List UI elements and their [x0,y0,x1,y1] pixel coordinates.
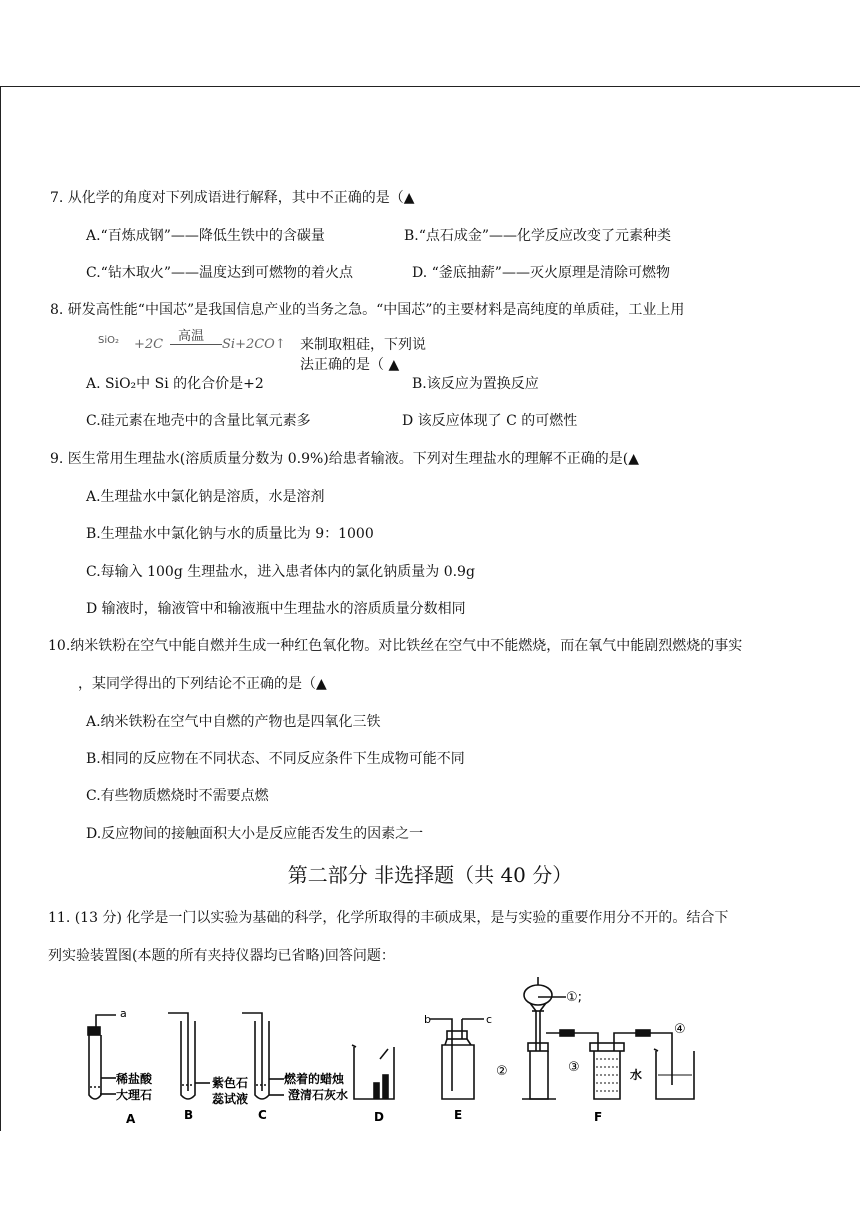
apparatus-a [88,1015,116,1099]
caption-b: B [184,1108,194,1122]
apparatus-b [168,1013,210,1099]
caption-c: C [258,1108,267,1122]
section-heading: 第二部分 非选择题（共 40 分） [287,863,573,887]
caption-f: F [594,1110,603,1124]
q9-option-a: A.生理盐水中氯化钠是溶质，水是溶剂 [86,489,325,505]
label-b: b [424,1013,431,1026]
q7-option-d: D. “釜底抽薪”——灭火原理是清除可燃物 [412,265,670,281]
label-a: a [120,1007,127,1020]
caption-a: A [126,1112,136,1126]
eq-reactant-c: +2C [134,337,164,352]
q7-option-b: B.“点石成金”——化学反应改变了元素种类 [404,228,672,244]
q10-option-d: D.反应物间的接触面积大小是反应能否发生的因素之一 [86,826,424,842]
q10-option-b: B.相同的反应物在不同状态、不同反应条件下生成物可能不同 [86,751,465,767]
q7-stem: 7. 从化学的角度对下列成语进行解释，其中不正确的是（▲ [50,190,415,206]
q7-option-c: C.“钻木取火”——温度达到可燃物的着火点 [86,265,353,281]
label-marble: 大理石 [116,1088,153,1102]
apparatus-figure [0,975,860,1135]
apparatus-c [242,1013,284,1099]
q9-stem: 9. 医生常用生理盐水(溶质质量分数为 0.9%)给患者输液。下列对生理盐水的理解不正确的是(▲ [50,451,639,467]
q9-option-b: B.生理盐水中氯化钠与水的质量比为 9：1000 [86,526,374,542]
eq-products: Si+2CO↑ [222,337,286,352]
q11-stem-line2: 列实验装置图(本题的所有夹持仪器均已省略)回答问题： [48,948,395,964]
q10-option-a: A.纳米铁粉在空气中自燃的产物也是四氧化三铁 [86,714,381,730]
label-water: 水 [630,1068,643,1082]
q8-option-c: C.硅元素在地壳中的含量比氧元素多 [86,413,311,429]
eq-reactant-sio2: SiO₂ [98,335,120,346]
q8-stem: 8. 研发高性能“中国芯”是我国信息产业的当务之急。“中国芯”的主要材料是高纯度的单质硅，工业上用 [50,302,685,318]
label-num-4: ④ [674,1022,686,1037]
q8-option-b: B.该反应为置换反应 [412,376,539,392]
apparatus-f [522,977,694,1099]
label-num-3: ③ [568,1060,580,1075]
chemical-equation [98,329,428,373]
caption-e: E [454,1108,463,1122]
label-litmus-1: 紫色石 [212,1076,249,1090]
eq-condition: 高温 [178,329,205,344]
q10-stem-line1: 10.纳米铁粉在空气中能自燃并生成一种红色氧化物。对比铁丝在空气中不能燃烧，而在氧气中能剧烈燃烧的事实 [48,638,743,654]
label-dilute-hcl: 稀盐酸 [116,1072,153,1086]
caption-d: D [374,1110,384,1124]
q8-option-a: A. SiO₂中 Si 的化合价是+2 [86,376,264,392]
q9-option-c: C.每输入 100g 生理盐水，进入患者体内的氯化钠质量为 0.9g [86,564,475,580]
label-litmus-2: 蕊试液 [212,1092,249,1106]
label-limewater: 澄清石灰水 [288,1088,349,1102]
apparatus-e [430,1019,484,1099]
eq-tail: 来制取粗硅，下列说法正确的是（ ▲ [300,337,426,373]
q10-option-c: C.有些物质燃烧时不需要点燃 [86,788,269,804]
label-burning-candle: 燃着的蜡烛 [284,1072,345,1086]
label-num-1: ①; [566,990,583,1005]
q11-stem-line1: 11. (13 分) 化学是一门以实验为基础的科学，化学所取得的丰硕成果，是与实验的重要作用分不开的。结合下 [48,910,729,926]
q9-option-d: D 输液时，输液管中和输液瓶中生理盐水的溶质质量分数相同 [86,601,466,617]
label-c: c [486,1013,493,1026]
q7-option-a: A.“百炼成钢”——降低生铁中的含碳量 [86,228,325,244]
eq-arrow-line [170,344,222,345]
label-num-2: ② [496,1064,508,1079]
q8-option-d: D 该反应体现了 C 的可燃性 [402,413,578,429]
q10-stem-line2: ，某同学得出的下列结论不正确的是（▲ [78,676,327,692]
apparatus-d [352,1045,394,1099]
